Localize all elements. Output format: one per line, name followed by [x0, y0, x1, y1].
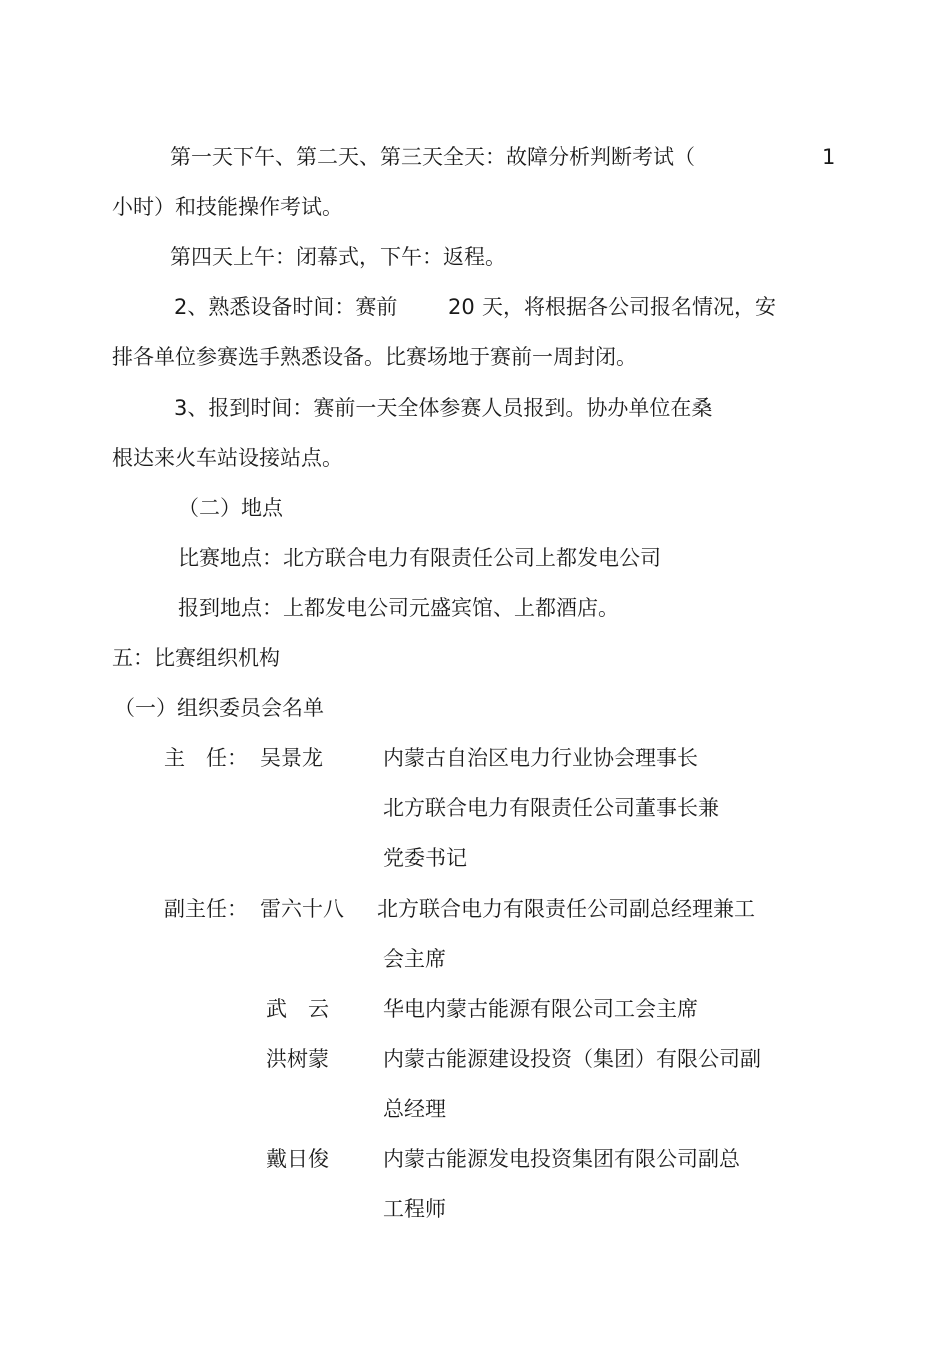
schedule-line-2: 小时）和技能操作考试。	[112, 195, 343, 219]
deputy-4-name: 戴日俊	[266, 1147, 329, 1171]
deputy-3-title-1: 内蒙古能源建设投资（集团）有限公司副	[383, 1047, 761, 1071]
schedule-line-1: 第一天下午、第二天、第三天全天：故障分析判断考试（	[170, 145, 695, 169]
location-heading: （二）地点	[178, 496, 283, 520]
familiarization-line-1a: 2、熟悉设备时间：赛前	[174, 295, 398, 319]
deputy-1-title-2: 会主席	[383, 947, 446, 971]
registration-line-1: 3、报到时间：赛前一天全体参赛人员报到。协办单位在桑	[174, 396, 713, 420]
schedule-line-1-number: 1	[822, 145, 836, 169]
section-5-heading: 五：比赛组织机构	[112, 646, 280, 670]
deputy-3-name: 洪树蒙	[266, 1047, 329, 1071]
familiarization-line-2: 排各单位参赛选手熟悉设备。比赛场地于赛前一周封闭。	[112, 345, 637, 369]
checkin-line: 报到地点：上都发电公司元盛宾馆、上都酒店。	[178, 596, 619, 620]
venue-line: 比赛地点：北方联合电力有限责任公司上都发电公司	[178, 546, 661, 570]
committee-subheading: （一）组织委员会名单	[114, 696, 324, 720]
deputy-4-title-2: 工程师	[383, 1197, 446, 1221]
deputy-1-title-1: 北方联合电力有限责任公司副总经理兼工	[377, 897, 755, 921]
familiarization-line-1-number: 20	[448, 295, 475, 319]
deputy-4-title-1: 内蒙古能源发电投资集团有限公司副总	[383, 1147, 740, 1171]
deputy-1-name: 雷六十八	[260, 897, 344, 921]
deputy-3-title-2: 总经理	[383, 1097, 446, 1121]
director-title-1: 内蒙古自治区电力行业协会理事长	[383, 746, 698, 770]
director-title-3: 党委书记	[383, 846, 467, 870]
deputy-2-title-1: 华电内蒙古能源有限公司工会主席	[383, 997, 698, 1021]
deputy-role: 副主任：	[164, 897, 248, 921]
registration-line-2: 根达来火车站设接站点。	[112, 446, 343, 470]
director-name: 吴景龙	[260, 746, 323, 770]
director-title-2: 北方联合电力有限责任公司董事长兼	[383, 796, 719, 820]
familiarization-line-1b: 天，将根据各公司报名情况，安	[482, 295, 776, 319]
deputy-2-name: 武 云	[266, 997, 329, 1021]
schedule-line-3: 第四天上午：闭幕式，下午：返程。	[170, 245, 506, 269]
director-role: 主 任：	[164, 746, 248, 770]
